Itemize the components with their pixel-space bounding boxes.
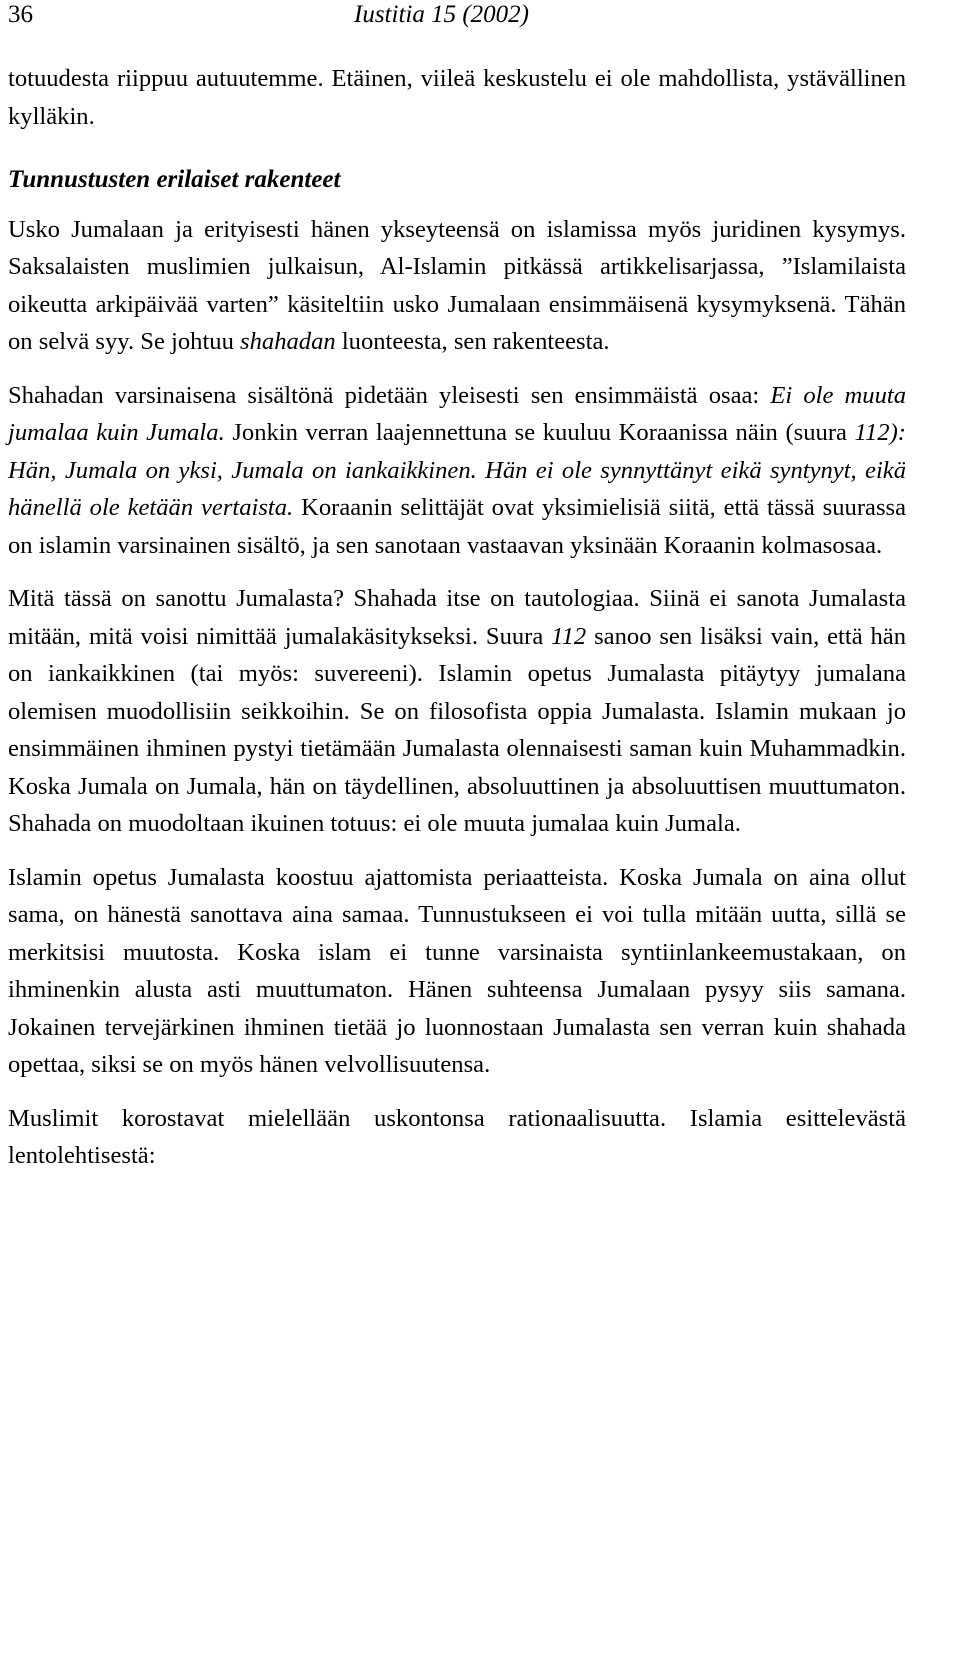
section-heading: Tunnustusten erilaiset rakenteet (8, 166, 341, 193)
paragraph-2-text-c: Koraanin selittäjät ovat yksimielisiä siitä, että tässä suurassa on islamin varsinainen sisältö, ja sen sanotaan vastaavan yksinään Koraanin kolmasosaa. (8, 494, 907, 559)
paragraph-2-text-a: Shahadan varsinaisena sisältönä pidetään yleisesti sen ensimmäistä osaa: (8, 381, 771, 409)
running-header (8, 0, 568, 36)
paragraph-1-text-b: luonteesta, sen rakenteesta. (335, 328, 610, 355)
paragraph-5: Muslimit korostavat mielellään uskontonsa rationaalisuutta. Islamia esittelevästä lentolehtisestä: (8, 1104, 906, 1169)
article-body (8, 60, 906, 1175)
paragraph-3-text-a: Mitä tässä on sanottu Jumalasta? Shahada itse on tautologiaa. Siinä ei sanota Jumalasta mitään, mitä voisi nimittää jumalakäsitykseksi. Suura (8, 585, 906, 650)
paragraph-4: Islamin opetus Jumalasta koostuu ajattomista periaatteista. Koska Jumala on aina ollut sama, on hänestä sanottava aina samaa. Tunnustukseen ei voi tulla mitään uutta, sillä se merkitsisi muutosta. Koska islam ei tunne varsinaista syntiinlankeemustakaan, on ihminenkin alusta asti muuttumaton. Hänen suhteensa Jumalaan pysyy siis samana. Jokainen tervejärkinen ihminen tietää jo luonnostaan Jumalasta sen verran kuin shahada opettaa, siksi se on myös hänen velvollisuutensa. (8, 863, 906, 1078)
journal-reference: Iustitia 15 (2002) (354, 1, 529, 28)
paragraph-3-text-b: sanoo sen lisäksi vain, että hän on iankaikkinen (tai myös: suvereeni). Islamin opetus Jumalasta pitäytyy jumalana olemisen muodollisiin seikkoihin. Se on filosofista oppia Jumalasta. Islamin mukaan jo ensimmäinen ihminen pystyi tietämään Jumalasta olennaisesti saman kuin Muhammadkin. Koska Jumala on Jumala, hän on täydellinen, absoluuttinen ja absoluuttisen muuttumaton. Shahada on muodoltaan ikuinen totuus: ei ole muuta jumalaa kuin Jumala. (8, 622, 907, 837)
paragraph-1-text-a: Usko Jumalaan ja erityisesti hänen ykseyteensä on islamissa myös juridinen kysymys. Saksalaisten muslimien julkaisun, Al-Islamin pitkässä artikkelisarjassa, ”Islamilaista oikeutta arkipäivää varten” käsiteltiin usko Jumalaan ensimmäisenä kysymyksenä. Tähän on selvä syy. Se johtuu (8, 215, 906, 355)
paragraph-3-sura-number: 112 (551, 622, 587, 650)
paragraph-1 (8, 211, 906, 361)
paragraph-2-quote-sura: 112): Hän, Jumala on yksi, Jumala on iankaikkinen. Hän ei ole synnyttänyt eikä syntynyt, eikä hänellä ole ketään vertaista. (8, 419, 906, 521)
paragraph-2-text-b: Jonkin verran laajennettuna se kuuluu Koraanissa näin (suura (224, 419, 855, 446)
paragraph-3 (8, 580, 906, 843)
paragraph-1-term-shahadan: shahadan (240, 328, 336, 355)
paragraph-2-quote-shahada: Ei ole muuta jumalaa kuin Jumala. (8, 381, 907, 446)
paragraph-2 (8, 377, 906, 565)
page-number: 36 (8, 1, 33, 28)
paragraph-continuation: totuudesta riippuu autuutemme. Etäinen, viileä keskustelu ei ole mahdollista, ystävällinen kylläkin. (8, 65, 906, 130)
